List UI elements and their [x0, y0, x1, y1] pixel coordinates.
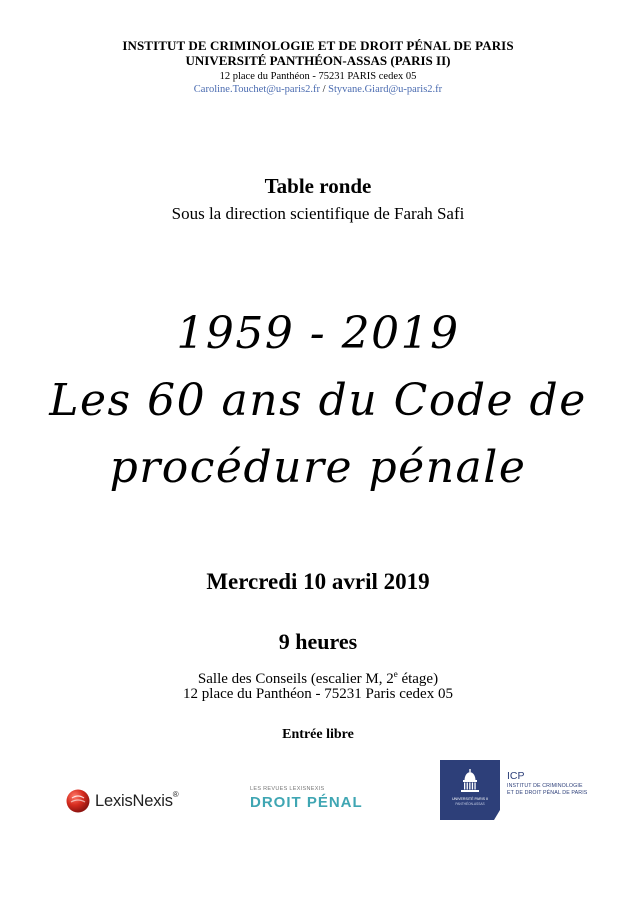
event-title: [0, 300, 636, 501]
lexisnexis-logo: [66, 787, 178, 815]
title-line-2: Les 60 ans du Code de: [49, 375, 587, 426]
icp-line-1: INSTITUT DE CRIMINOLOGIE: [507, 783, 583, 789]
university-name: UNIVERSITÉ PANTHÉON-ASSAS (PARIS II): [185, 53, 451, 68]
email-link-touchet[interactable]: Caroline.Touchet@u-paris2.fr: [193, 84, 320, 95]
icp-line-2: ET DE DROIT PÉNAL DE PARIS: [507, 789, 588, 796]
room-sup: e: [393, 669, 398, 679]
pantheon-icon: [440, 760, 500, 820]
contact-emails: [0, 83, 636, 96]
icp-label: ICP: [507, 770, 525, 782]
title-line-years: 1959 - 2019: [176, 308, 460, 359]
university-logo-block: [440, 760, 500, 820]
event-date: Mercredi 10 avril 2019: [206, 569, 430, 594]
email-separator: /: [319, 84, 329, 95]
droit-penal-small-text: LES REVUES LEXISNEXIS: [250, 786, 325, 792]
droit-penal-logo: [250, 786, 363, 813]
lexisnexis-registered-mark: ®: [172, 789, 179, 799]
event-address: 12 place du Panthéon - 75231 Paris cedex 05: [183, 686, 453, 702]
univ-logo-text-1: UNIVERSITÉ PARIS II: [451, 797, 489, 801]
room-prefix: Salle des Conseils (escalier M, 2: [197, 671, 394, 687]
icp-logo-text: [507, 770, 587, 796]
event-time: 9 heures: [278, 629, 358, 654]
title-line-3: procédure pénale: [109, 442, 527, 493]
scientific-direction: Sous la direction scientifique de Farah Safi: [171, 204, 465, 223]
univ-logo-text-2: PANTHÉON-ASSAS: [455, 802, 485, 806]
droit-penal-text: DROIT PÉNAL: [250, 794, 363, 811]
entry-info: Entrée libre: [282, 727, 354, 742]
room-suffix: étage): [397, 671, 439, 687]
event-type: Table ronde: [264, 174, 372, 198]
lexisnexis-ball-icon: [66, 789, 90, 813]
lexisnexis-text: LexisNexis: [95, 791, 173, 810]
email-link-giard[interactable]: Styvane.Giard@u-paris2.fr: [328, 84, 443, 95]
institute-name: INSTITUT DE CRIMINOLOGIE ET DE DROIT PÉNAL DE PARIS: [122, 38, 514, 53]
lexisnexis-wordmark: [95, 789, 179, 811]
institute-address: 12 place du Panthéon - 75231 PARIS cedex 05: [219, 71, 417, 82]
